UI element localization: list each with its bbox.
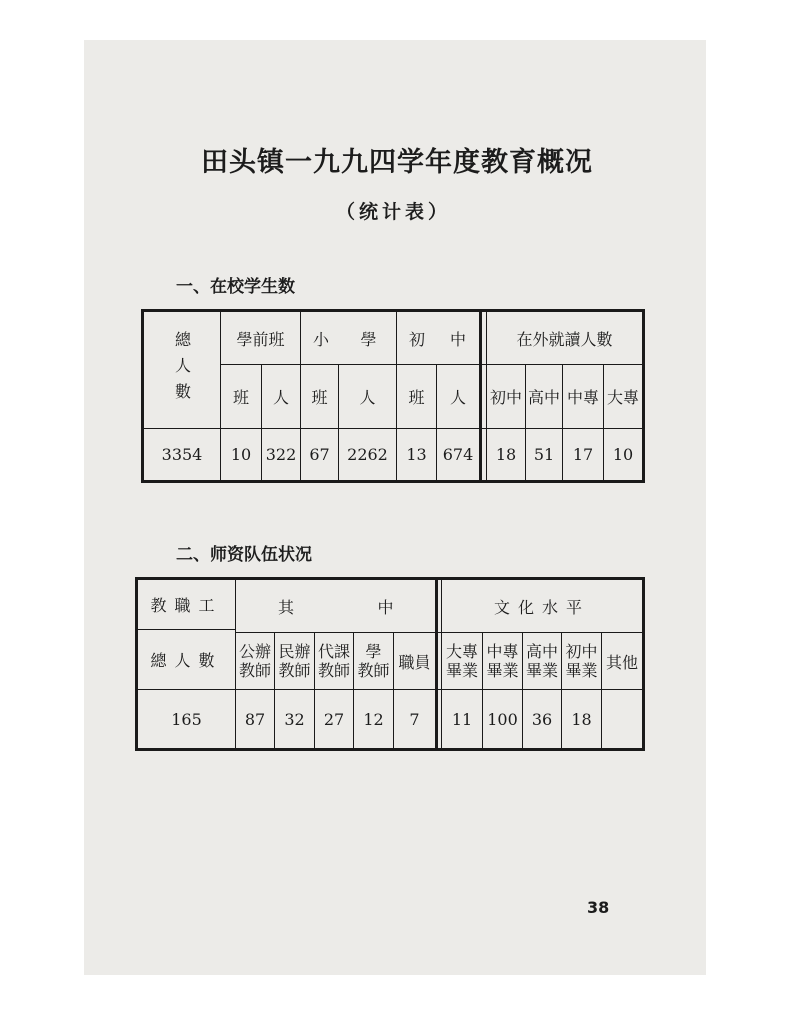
value-total-students: 3354 [161, 445, 203, 464]
header-preschool-people: 人 [272, 388, 289, 407]
header-public-teachers: 公辦 教師 [238, 642, 271, 680]
value-out-junior: 18 [495, 445, 517, 464]
header-staff-line1: 教職工 [150, 596, 223, 615]
page-sheet [84, 40, 706, 975]
section-teachers-heading: 二、师资队伍状况 [176, 545, 312, 565]
page-title: 田头镇一九九四学年度教育概况 [201, 147, 593, 178]
value-private-teachers: 32 [284, 709, 305, 729]
value-public-teachers: 87 [244, 709, 266, 729]
value-clerks: 7 [409, 709, 420, 729]
value-junior-classes: 13 [406, 445, 427, 464]
header-substitute-teachers: 代課 教師 [317, 642, 350, 680]
header-staff-line2: 總人數 [150, 651, 223, 670]
header-out-senior: 高中 [527, 388, 560, 407]
header-primary-class: 班 [311, 388, 328, 407]
header-other: 其他 [605, 652, 638, 672]
value-preschool-classes: 10 [230, 445, 252, 464]
header-total-students: 總人數 [172, 331, 192, 409]
header-among-part1: 其 [277, 597, 294, 617]
value-college-graduates: 11 [451, 709, 473, 729]
header-culture-level: 文化水平 [493, 597, 590, 617]
value-preschool-people: 322 [265, 445, 297, 464]
section-students-heading: 一、在校学生数 [176, 277, 295, 297]
header-senior-graduates: 高中 畢業 [525, 642, 558, 680]
header-junior-part2: 中 [449, 329, 466, 349]
header-out-junior: 初中 [489, 388, 522, 407]
header-junior-part1: 初 [408, 329, 425, 349]
header-out-college: 大專 [606, 388, 639, 407]
value-out-vocational: 17 [572, 445, 594, 464]
page-subtitle: （统计表） [336, 201, 452, 223]
value-junior-graduates: 18 [571, 709, 592, 729]
value-primary-people: 2262 [347, 445, 388, 464]
header-preschool: 學前班 [236, 329, 285, 349]
value-vocational-graduates: 100 [487, 709, 518, 729]
header-junior-class: 班 [408, 388, 425, 407]
header-among-part2: 中 [377, 597, 394, 617]
value-primary-classes: 67 [309, 445, 330, 464]
header-primary-part1: 小 [312, 329, 329, 349]
header-primary-part2: 學 [360, 329, 377, 349]
teachers-table [135, 577, 645, 751]
header-junior-people: 人 [449, 388, 466, 407]
header-outside-study: 在外就讀人數 [516, 329, 613, 349]
value-other [602, 690, 642, 748]
value-school-teachers: 12 [363, 709, 384, 729]
value-out-senior: 51 [533, 445, 555, 464]
header-school-teachers: 學 教師 [357, 642, 390, 680]
value-out-college: 10 [612, 445, 634, 464]
value-junior-people: 674 [442, 445, 474, 464]
header-vocational-graduates: 中專 畢業 [486, 642, 519, 680]
header-private-teachers: 民辦 教師 [278, 642, 311, 680]
value-staff-total: 165 [171, 709, 202, 729]
header-junior-graduates: 初中 畢業 [565, 642, 598, 680]
header-out-vocational: 中專 [566, 388, 599, 407]
header-preschool-class: 班 [232, 388, 249, 407]
header-primary-people: 人 [359, 388, 376, 407]
value-substitute-teachers: 27 [323, 709, 345, 729]
value-senior-graduates: 36 [531, 709, 553, 729]
header-clerks: 職員 [398, 652, 431, 672]
header-college-graduates: 大專 畢業 [445, 642, 478, 680]
page-number: 38 [587, 898, 610, 917]
students-table [141, 309, 645, 483]
